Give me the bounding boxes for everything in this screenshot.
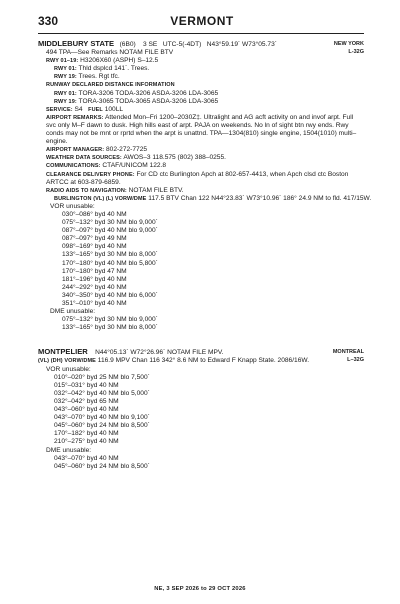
unusable-item: 340°–350° byd 40 NM blo 6,000´ [62, 291, 158, 299]
unusable-item: 030°–086° byd 40 NM [62, 210, 127, 218]
airport-ident: (6B0) [119, 41, 136, 48]
vor-unusable-heading: VOR unusable: [50, 202, 95, 210]
unusable-item: 043°–070° byd 40 NM blo 9,100´ [54, 414, 150, 422]
elevation-line: 494 TPA—See Remarks NOTAM FILE BTV [46, 49, 174, 57]
unusable-item: 043°–070° byd 40 NM [54, 454, 119, 462]
communications-line [38, 162, 364, 170]
manager-text: 802-272-7725 [105, 146, 148, 154]
navaid-label: (VL) (DH) VORW/DME [38, 358, 96, 365]
state-title: VERMONT [170, 14, 234, 28]
rwy01-text: Thld dsplcd 141´. Trees. [78, 65, 150, 73]
region-label: MONTREAL [332, 349, 364, 356]
rwy01-line [38, 65, 364, 73]
unusable-item: 170°–180° byd 40 NM blo 5,800´ [62, 259, 158, 267]
navaid-text: 116.9 MPV Chan 116 342° 8.6 NM to Edward F Knapp State. 2086/16W. [97, 357, 310, 365]
fuel-text: 100LL [104, 105, 124, 113]
weather-text: AWOS–3 118.575 (802) 388–0255. [123, 154, 226, 162]
communications-label: COMMUNICATIONS: [46, 163, 101, 170]
navaid-coords: N44°05.13´ W72°26.96´ NOTAM FILE MPV. [95, 349, 224, 357]
page-footer: NE, 3 SEP 2026 to 29 OCT 2026 [154, 586, 246, 592]
vor-unusable-list [38, 374, 364, 447]
unusable-item: 133°–165° byd 30 NM blo 8,000´ [62, 324, 158, 332]
unusable-item: 015°–031° byd 40 NM [54, 381, 119, 389]
page-header [38, 14, 366, 28]
dme-unusable-heading: DME unusable: [46, 446, 92, 454]
airport-title-line [38, 40, 364, 49]
unusable-item: 181°–196° byd 40 NM [62, 275, 127, 283]
airport-region-block [334, 41, 364, 56]
airport-name: MIDDLEBURY STATE [38, 39, 115, 48]
runway-line [38, 57, 364, 65]
rwy19-line [38, 73, 364, 81]
unusable-item: 032°–042° byd 65 NM [54, 397, 119, 405]
clearance-label: CLEARANCE DELIVERY PHONE: [46, 171, 135, 178]
unusable-item: 244°–292° byd 40 NM [62, 283, 127, 291]
unusable-item: 010°–020° byd 25 NM blo 7,500´ [54, 373, 150, 381]
radio-aids-line [38, 187, 364, 195]
dme-unusable-list [38, 455, 364, 471]
vortac-label: BURLINGTON (VL) (L) VORW/DME [54, 195, 147, 202]
navaid-entry-montpelier [38, 348, 364, 470]
remarks-label: AIRPORT REMARKS: [46, 114, 104, 121]
airport-utc: UTC-5(-4DT) [162, 41, 202, 48]
weather-label: WEATHER DATA SOURCES: [46, 155, 122, 162]
airport-entry-middlebury [38, 39, 372, 332]
manager-label: AIRPORT MANAGER: [46, 147, 105, 154]
region-label: NEW YORK [333, 41, 364, 47]
unusable-item: 170°–180° byd 47 NM [62, 267, 127, 275]
service-label: SERVICE: [46, 106, 73, 113]
chart-label: L-32G [348, 48, 364, 55]
dme-unusable-heading: DME unusable: [50, 308, 96, 316]
weather-line [38, 154, 364, 162]
radio-aids-label: RADIO AIDS TO NAVIGATION: [46, 187, 127, 194]
unusable-item: 351°–010° byd 40 NM [62, 300, 127, 307]
rwy19-label: RWY 19: [54, 74, 77, 81]
header-rule [38, 33, 364, 34]
declared-distance-heading: RUNWAY DECLARED DISTANCE INFORMATION [46, 82, 175, 89]
directory-body [38, 39, 372, 471]
navaid-line [38, 357, 364, 365]
fuel-label: FUEL [88, 106, 103, 113]
declared-rwy19-line [38, 98, 364, 106]
unusable-item: 075°–132° byd 30 NM blo 9,000´ [62, 219, 158, 227]
rwy01-label: RWY 01: [54, 66, 77, 73]
navaid-region-block [333, 349, 364, 364]
declared-rwy01-label: RWY 01: [54, 90, 77, 97]
unusable-item: 045°–060° byd 24 NM blo 8,500´ [54, 422, 150, 430]
unusable-item: 032°–042° byd 40 NM blo 5,000´ [54, 389, 150, 397]
unusable-item: 075°–132° byd 30 NM blo 9,000´ [62, 316, 158, 324]
declared-rwy01-text: TORA-3206 TODA-3206 ASDA-3206 LDA-3065 [78, 89, 219, 97]
vor-unusable-list [38, 211, 364, 308]
radio-aids-text: NOTAM FILE BTV. [128, 186, 184, 194]
vortac-text: 117.5 BTV Chan 122 N44°23.83´ W73°10.96´ 186° 24.9 NM to fld. 417/15W. [148, 194, 372, 202]
navaid-name: MONTPELIER [38, 347, 88, 357]
page-number: 330 [38, 14, 59, 28]
declared-rwy19-label: RWY 19: [54, 98, 77, 105]
unusable-item: 087°–097° byd 49 NM [62, 235, 127, 243]
unusable-item: 133°–165° byd 30 NM blo 8,000´ [62, 251, 158, 259]
runway-label: RWY 01–19: [46, 58, 79, 65]
dme-unusable-list [38, 316, 364, 332]
clearance-text: For CD ctc Burlington Apch at 802-657-4413, when Apch clsd ctc Boston ARTCC at 603-879-6859. [46, 170, 349, 186]
airport-coords: N43°59.19´ W73°05.73´ [206, 41, 277, 48]
unusable-item: 098°–169° byd 40 NM [62, 243, 127, 251]
clearance-delivery [38, 171, 364, 187]
section-gap [38, 332, 364, 348]
vortac-line [38, 194, 372, 203]
airport-remarks [38, 114, 364, 146]
communications-text: CTAF/UNICOM 122.8 [102, 162, 167, 170]
unusable-item: 043°–060° byd 40 NM [54, 406, 119, 414]
service-text: S4 [74, 105, 83, 113]
declared-rwy19-text: TORA-3065 TODA-3065 ASDA-3206 LDA-3065 [78, 97, 219, 105]
unusable-item: 087°–097° byd 40 NM blo 9,000´ [62, 227, 158, 235]
declared-rwy01-line [38, 90, 364, 98]
unusable-item: 210°–275° byd 40 NM [54, 438, 119, 446]
chart-label: L–32G [347, 356, 364, 363]
remarks-text: Attended Mon–Fri 1200–2030Z‡. Ultralight and AG acft activity on and invof arpt. Full svc only M–F dawn to dusk. High hills east of arpt. PAJA on weekends. No ln of sight btn rwy ends. Rwy conds may not be mnt or rprtd when the arpt is unattnd. TPA—1304(810) single engine, 1504(1010) multi–engine. [46, 113, 357, 146]
rwy19-text: Trees. Rgt tfc. [78, 73, 120, 81]
unusable-item: 045°–060° byd 24 NM blo 8,500´ [54, 462, 150, 470]
vor-unusable-heading: VOR unusable: [46, 365, 91, 373]
airport-manager-line [38, 146, 364, 154]
airport-location: 3 SE [143, 41, 158, 48]
unusable-item: 170°–182° byd 40 NM [54, 430, 119, 438]
runway-text: H3206X60 (ASPH) S–12.5 [80, 57, 159, 65]
service-line [38, 106, 364, 114]
